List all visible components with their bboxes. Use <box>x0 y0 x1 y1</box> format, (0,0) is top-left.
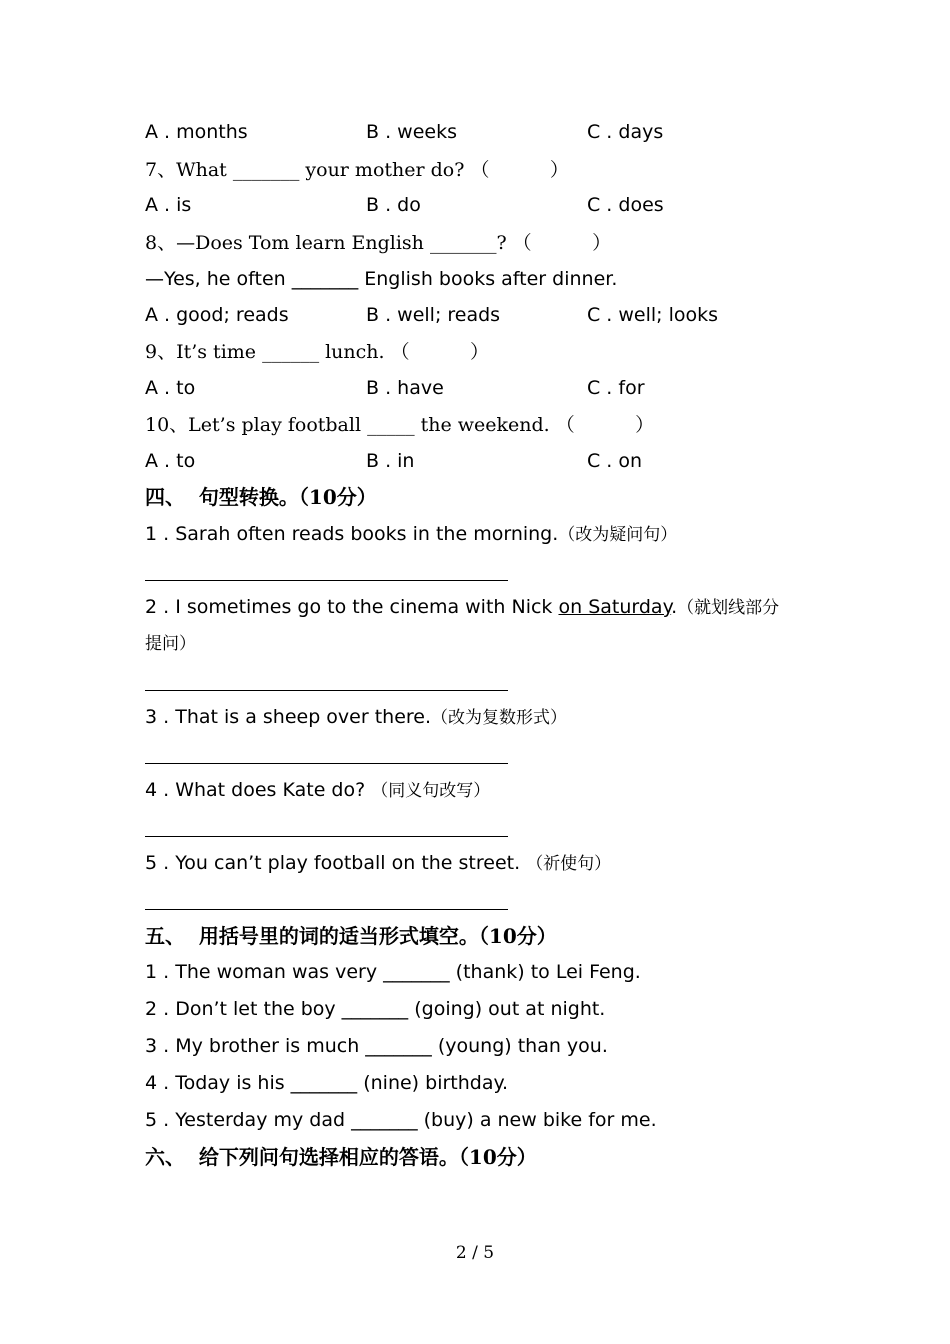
s4-item-2-note: （就划线部分 <box>677 598 780 618</box>
s4-item-4-note: （同义句改写） <box>371 781 491 801</box>
q7-option-b: B . do <box>366 194 421 216</box>
s4-item-5-note: （祈使句） <box>526 854 612 874</box>
option-b: B . weeks <box>366 121 457 143</box>
q10-option-b: B . in <box>366 450 415 472</box>
question-8-reply: —Yes, he often _______ English books after dinner. <box>145 268 618 290</box>
section-6-title: 六、 给下列问句选择相应的答语。（10分） <box>145 1145 537 1169</box>
s5-item-5: 5 . Yesterday my dad _______ (buy) a new bike for me. <box>145 1109 657 1131</box>
option-c: C . days <box>587 121 664 143</box>
q8-option-a: A . good; reads <box>145 304 289 326</box>
question-7: 7、What _______ your mother do? （ ） <box>145 159 569 181</box>
section-4-title: 四、 句型转换。（10分） <box>145 485 377 509</box>
answer-line <box>145 690 508 691</box>
q10-option-a: A . to <box>145 450 196 472</box>
underlined-phrase: on Saturday <box>558 596 672 618</box>
answer-line <box>145 909 508 910</box>
s4-item-4: 4 . What does Kate do? （同义句改写） <box>145 779 491 801</box>
q9-option-a: A . to <box>145 377 196 399</box>
q10-option-c: C . on <box>587 450 643 472</box>
question-8: 8、—Does Tom learn English _______? （ ） <box>145 232 612 254</box>
q7-option-c: C . does <box>587 194 664 216</box>
s4-item-5: 5 . You can’t play football on the street. （祈使句） <box>145 852 612 874</box>
q8-option-c: C . well; looks <box>587 304 719 326</box>
page-number: 2 / 5 <box>455 1243 495 1263</box>
s4-item-1-note: （改为疑问句） <box>558 525 678 545</box>
s4-item-2: 2 . I sometimes go to the cinema with Nick on Saturday.（就划线部分 <box>145 596 780 618</box>
s5-item-2: 2 . Don’t let the boy _______ (going) out at night. <box>145 998 606 1020</box>
answer-line <box>145 763 508 764</box>
question-10: 10、Let’s play football _____ the weekend. （ ） <box>145 414 655 436</box>
answer-line <box>145 580 508 581</box>
question-9: 9、It’s time ______ lunch. （ ） <box>145 341 490 363</box>
q7-option-a: A . is <box>145 194 192 216</box>
q9-option-b: B . have <box>366 377 444 399</box>
section-5-title: 五、 用括号里的词的适当形式填空。（10分） <box>145 924 557 948</box>
answer-line <box>145 836 508 837</box>
q9-option-c: C . for <box>587 377 645 399</box>
s4-item-3-note: （改为复数形式） <box>431 708 568 728</box>
s4-item-2-note-cont: 提问） <box>145 634 196 654</box>
q8-option-b: B . well; reads <box>366 304 501 326</box>
s5-item-3: 3 . My brother is much _______ (young) than you. <box>145 1035 608 1057</box>
s4-item-1: 1 . Sarah often reads books in the morning.（改为疑问句） <box>145 523 678 545</box>
option-a: A . months <box>145 121 248 143</box>
s5-item-1: 1 . The woman was very _______ (thank) to Lei Feng. <box>145 961 641 983</box>
s4-item-3: 3 . That is a sheep over there.（改为复数形式） <box>145 706 568 728</box>
s5-item-4: 4 . Today is his _______ (nine) birthday. <box>145 1072 509 1094</box>
